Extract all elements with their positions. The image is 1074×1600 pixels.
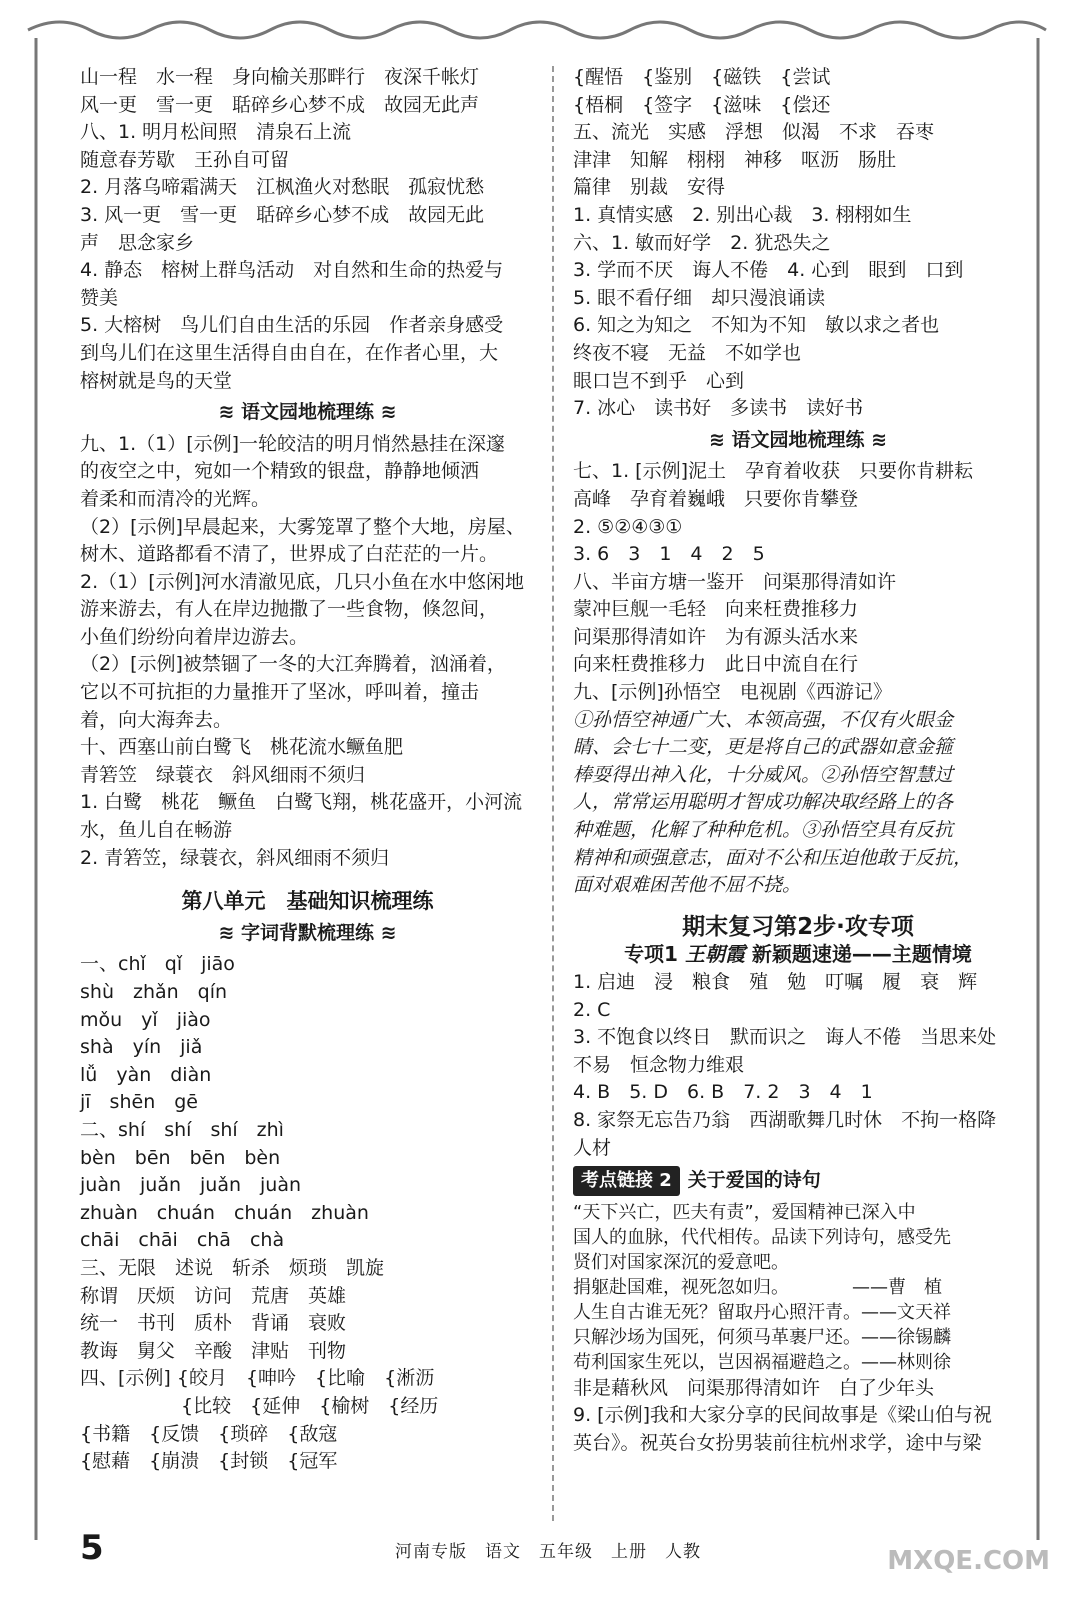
- answer-line: 2. C: [573, 998, 611, 1021]
- answer-line: {比较 {延伸 {榆树 {经历: [80, 1394, 439, 1417]
- kaodian-tag: 考点链接 2: [573, 1166, 680, 1196]
- poem-line: 贤们对国家深沉的爱意吧。: [573, 1251, 789, 1273]
- answer-line: 声 思念家乡: [80, 231, 195, 254]
- answer-line: 非是藉秋风 问渠那得清如许 白了少年头: [573, 1376, 935, 1399]
- right-column: [573, 64, 1023, 1458]
- answer-line: 榕树就是鸟的天堂: [80, 369, 233, 392]
- answer-line: 八、半亩方塘一鉴开 问渠那得清如许: [573, 570, 897, 593]
- answer-line: 向来枉费推移力 此日中流自在行: [573, 653, 859, 676]
- answer-line: （2）[示例]被禁锢了一冬的大江奔腾着，汹涌着，: [80, 653, 506, 676]
- answer-line: 3. 6 3 1 4 2 5: [573, 543, 765, 566]
- answer-line: 2.（1）[示例]河水清澈见底，几只小鱼在水中悠闲地: [80, 570, 525, 593]
- handwritten-line: 种难题，化解了种种危机。③孙悟空具有反抗: [573, 819, 954, 842]
- answer-line: 蒙冲巨舰一毛轻 向来枉费推移力: [573, 598, 859, 621]
- topic-rest: 新颖题速递——主题情境: [751, 942, 972, 967]
- answer-line: 6. 知之为知之 不知为不知 敏以求之者也: [573, 314, 940, 337]
- kaodian-header: [573, 1166, 1023, 1196]
- answer-line: 英台》。祝英台女扮男装前往杭州求学，途中与梁: [573, 1431, 982, 1454]
- poem-line: 苟利国家生死以，岂因祸福避趋之。——林则徐: [573, 1351, 951, 1373]
- section-title: ≋ 字词背默梳理练 ≋: [218, 921, 397, 944]
- answer-line: bèn bēn bēn bèn: [80, 1146, 281, 1169]
- answer-line: 3. 不饱食以终日 默而识之 诲人不倦 当思来处: [573, 1026, 997, 1049]
- answer-line: mǒu yǐ jiào: [80, 1008, 211, 1031]
- answer-line: 八、1. 明月松间照 清泉石上流: [80, 121, 352, 144]
- section-title: ≋ 语文园地梳理练 ≋: [708, 428, 888, 451]
- poem-line: 国人的血脉，代代相传。品读下列诗句，感受先: [573, 1226, 951, 1248]
- handwritten-line: 睛、会七十二变，更是将自己的武器如意金箍: [573, 736, 954, 759]
- answer-line: 2. ⑤②④③①: [573, 515, 683, 538]
- answer-line: {慰藉 {崩溃 {封锁 {冠军: [80, 1450, 338, 1473]
- answer-line: 一、chǐ qǐ jiāo: [80, 953, 235, 976]
- answer-line: 5. 眼不看仔细 却只漫浪诵读: [573, 286, 826, 309]
- answer-line: （2）[示例]早晨起来，大雾笼罩了整个大地，房屋、: [80, 515, 525, 538]
- answer-line: 人材: [573, 1136, 612, 1159]
- answer-line: 3. 风一更 雪一更 聒碎乡心梦不成 故园无此: [80, 203, 485, 226]
- answer-line: 4. B 5. D 6. B 7. 2 3 4 1: [573, 1081, 873, 1104]
- handwritten-line: 精神和顽强意志，面对不公和压迫他敢于反抗，: [573, 846, 973, 869]
- answer-line: 风一更 雪一更 聒碎乡心梦不成 故园无此声: [80, 93, 480, 116]
- answer-line: 9. [示例]我和大家分享的民间故事是《梁山伯与祝: [573, 1404, 992, 1427]
- answer-line: 的夜空之中，宛如一个精致的银盘，静静地倾洒: [80, 460, 480, 483]
- unit-title: 第八单元 基础知识梳理练: [181, 889, 434, 914]
- answer-line: 3. 学而不厌 诲人不倦 4. 心到 眼到 口到: [573, 259, 964, 282]
- answer-line: 六、1. 敏而好学 2. 犹恐失之: [573, 231, 831, 254]
- answer-line: 九、1.（1）[示例]一轮皎洁的明月悄然悬挂在深邃: [80, 432, 506, 455]
- answer-line: 十、西塞山前白鹭飞 桃花流水鳜鱼肥: [80, 736, 404, 759]
- left-column: [80, 64, 535, 1476]
- answer-line: 青箬笠 绿蓑衣 斜风细雨不须归: [80, 763, 366, 786]
- answer-line: 篇律 别裁 安得: [573, 176, 726, 199]
- handwritten-line: 面对艰难困苦他不屈不挠。: [573, 874, 802, 897]
- answer-line: 1. 真情实感 2. 别出心裁 3. 栩栩如生: [573, 203, 912, 226]
- answer-line: shà yín jiǎ: [80, 1036, 203, 1059]
- answer-line: 水，鱼儿自在畅游: [80, 819, 233, 842]
- answer-line: 津津 知解 栩栩 神移 呕沥 肠肚: [573, 148, 897, 171]
- answer-line: 终夜不寝 无益 不如学也: [573, 341, 802, 364]
- answer-line: 四、[示例] {皎月 {呻吟 {比喻 {淅沥: [80, 1367, 435, 1390]
- answer-line: 1. 白鹭 桃花 鳜鱼 白鹭飞翔，桃花盛开，小河流: [80, 791, 523, 814]
- big-title: 期末复习第2步·攻专项: [682, 913, 914, 940]
- answer-line: 七、1. [示例]泥土 孕育着收获 只要你肯耕耘: [573, 460, 973, 483]
- answer-line: 8. 家祭无忘告乃翁 西湖歌舞几时休 不拘一格降: [573, 1108, 997, 1131]
- poem-line: “天下兴亡，匹夫有责”，爱国精神已深入中: [573, 1201, 916, 1223]
- answer-line: 游来游去，有人在岸边抛撒了一些食物，倏忽间，: [80, 598, 499, 621]
- answer-line: 二、shí shí shí zhì: [80, 1118, 284, 1141]
- column-divider: [552, 66, 554, 1521]
- answer-line: 三、无限 述说 斩杀 烦琐 凯旋: [80, 1256, 385, 1279]
- section-title: ≋ 语文园地梳理练 ≋: [218, 401, 397, 424]
- answer-line: 问渠那得清如许 为有源头活水来: [573, 625, 859, 648]
- answer-line: 2. 月落乌啼霜满天 江枫渔火对愁眠 孤寂忧愁: [80, 176, 485, 199]
- answer-line: 统一 书刊 质朴 背诵 衰败: [80, 1312, 347, 1335]
- answer-line: juàn juǎn juǎn juàn: [80, 1174, 302, 1197]
- answer-line: 小鱼们纷纷向着岸边游去。: [80, 625, 309, 648]
- answer-line: 4. 静态 榕树上群鸟活动 对自然和生命的热爱与: [80, 259, 504, 282]
- answer-line: 1. 启迪 浸 粮食 殖 勉 叮嘱 履 衰 辉: [573, 971, 978, 993]
- answer-line: chāi chāi chā chà: [80, 1229, 285, 1252]
- answer-line: 2. 青箬笠，绿蓑衣，斜风细雨不须归: [80, 846, 390, 869]
- answer-line: 树木、道路都看不清了，世界成了白茫茫的一片。: [80, 543, 499, 566]
- topic-title: [573, 941, 1023, 969]
- answer-line: 7. 冰心 读书好 多读书 读好书: [573, 397, 864, 420]
- answer-line: 五、流光 实感 浮想 似渴 不求 吞枣: [573, 121, 935, 144]
- answer-line: 5. 大榕树 鸟儿们自由生活的乐园 作者亲身感受: [80, 314, 504, 337]
- answer-line: zhuàn chuán chuán zhuàn: [80, 1201, 369, 1224]
- answer-line: 高峰 孕育着巍峨 只要你肯攀登: [573, 487, 859, 510]
- answer-line: {醒悟 {鉴别 {磁铁 {尝试: [573, 66, 831, 88]
- handwritten-line: ①孙悟空神通广大、本领高强，不仅有火眼金: [573, 708, 954, 731]
- footer-text: 河南专版 语文 五年级 上册 人教: [395, 1542, 701, 1562]
- handwritten-line: 人，常常运用聪明才智成功解决取经路上的各: [573, 791, 954, 814]
- answer-line: 随意春芳歇 王孙自可留: [80, 148, 290, 171]
- answer-line: {梧桐 {签字 {滋味 {偿还: [573, 93, 831, 116]
- answer-line: 着，向大海奔去。: [80, 708, 233, 731]
- answer-line: 不易 恒念物力维艰: [573, 1053, 745, 1076]
- answer-line: {书籍 {反馈 {琐碎 {敌寇: [80, 1422, 338, 1445]
- answer-line: 它以不可抗拒的力量推开了坚冰，呼叫着，撞击: [80, 681, 480, 704]
- answer-line: 山一程 水一程 身向榆关那畔行 夜深千帐灯: [80, 66, 480, 88]
- answer-line: 眼口岂不到乎 心到: [573, 369, 745, 392]
- topic-prefix: 专项1: [624, 942, 678, 967]
- brand-logo: 王朝霞: [684, 942, 745, 967]
- answer-line: 着柔和而清冷的光辉。: [80, 487, 271, 510]
- watermark: MXQE.COM: [887, 1546, 1050, 1576]
- answer-line: 称谓 厌烦 访问 荒唐 英雄: [80, 1284, 347, 1307]
- kaodian-title: 关于爱国的诗句: [687, 1169, 821, 1192]
- page-number: 5: [80, 1528, 104, 1568]
- answer-line: 到鸟儿们在这里生活得自由自在，在作者心里，大: [80, 341, 499, 364]
- poem-line: 人生自古谁无死？留取丹心照汗青。——文天祥: [573, 1301, 951, 1323]
- poem-line: 捐躯赴国难，视死忽如归。 ——曹 植: [573, 1276, 942, 1298]
- answer-line: shù zhǎn qín: [80, 981, 228, 1003]
- answer-line: jī shēn gē: [80, 1091, 198, 1114]
- answer-line: 九、[示例]孙悟空 电视剧《西游记》: [573, 681, 892, 704]
- answer-line: 教诲 舅父 辛酸 津贴 刊物: [80, 1339, 347, 1362]
- handwritten-line: 棒耍得出神入化，十分威风。②孙悟空智慧过: [573, 763, 954, 786]
- answer-line: 赞美: [80, 286, 119, 309]
- poem-line: 只解沙场为国死，何须马革裹尸还。——徐锡麟: [573, 1326, 951, 1348]
- answer-line: lǚ yàn diàn: [80, 1063, 212, 1086]
